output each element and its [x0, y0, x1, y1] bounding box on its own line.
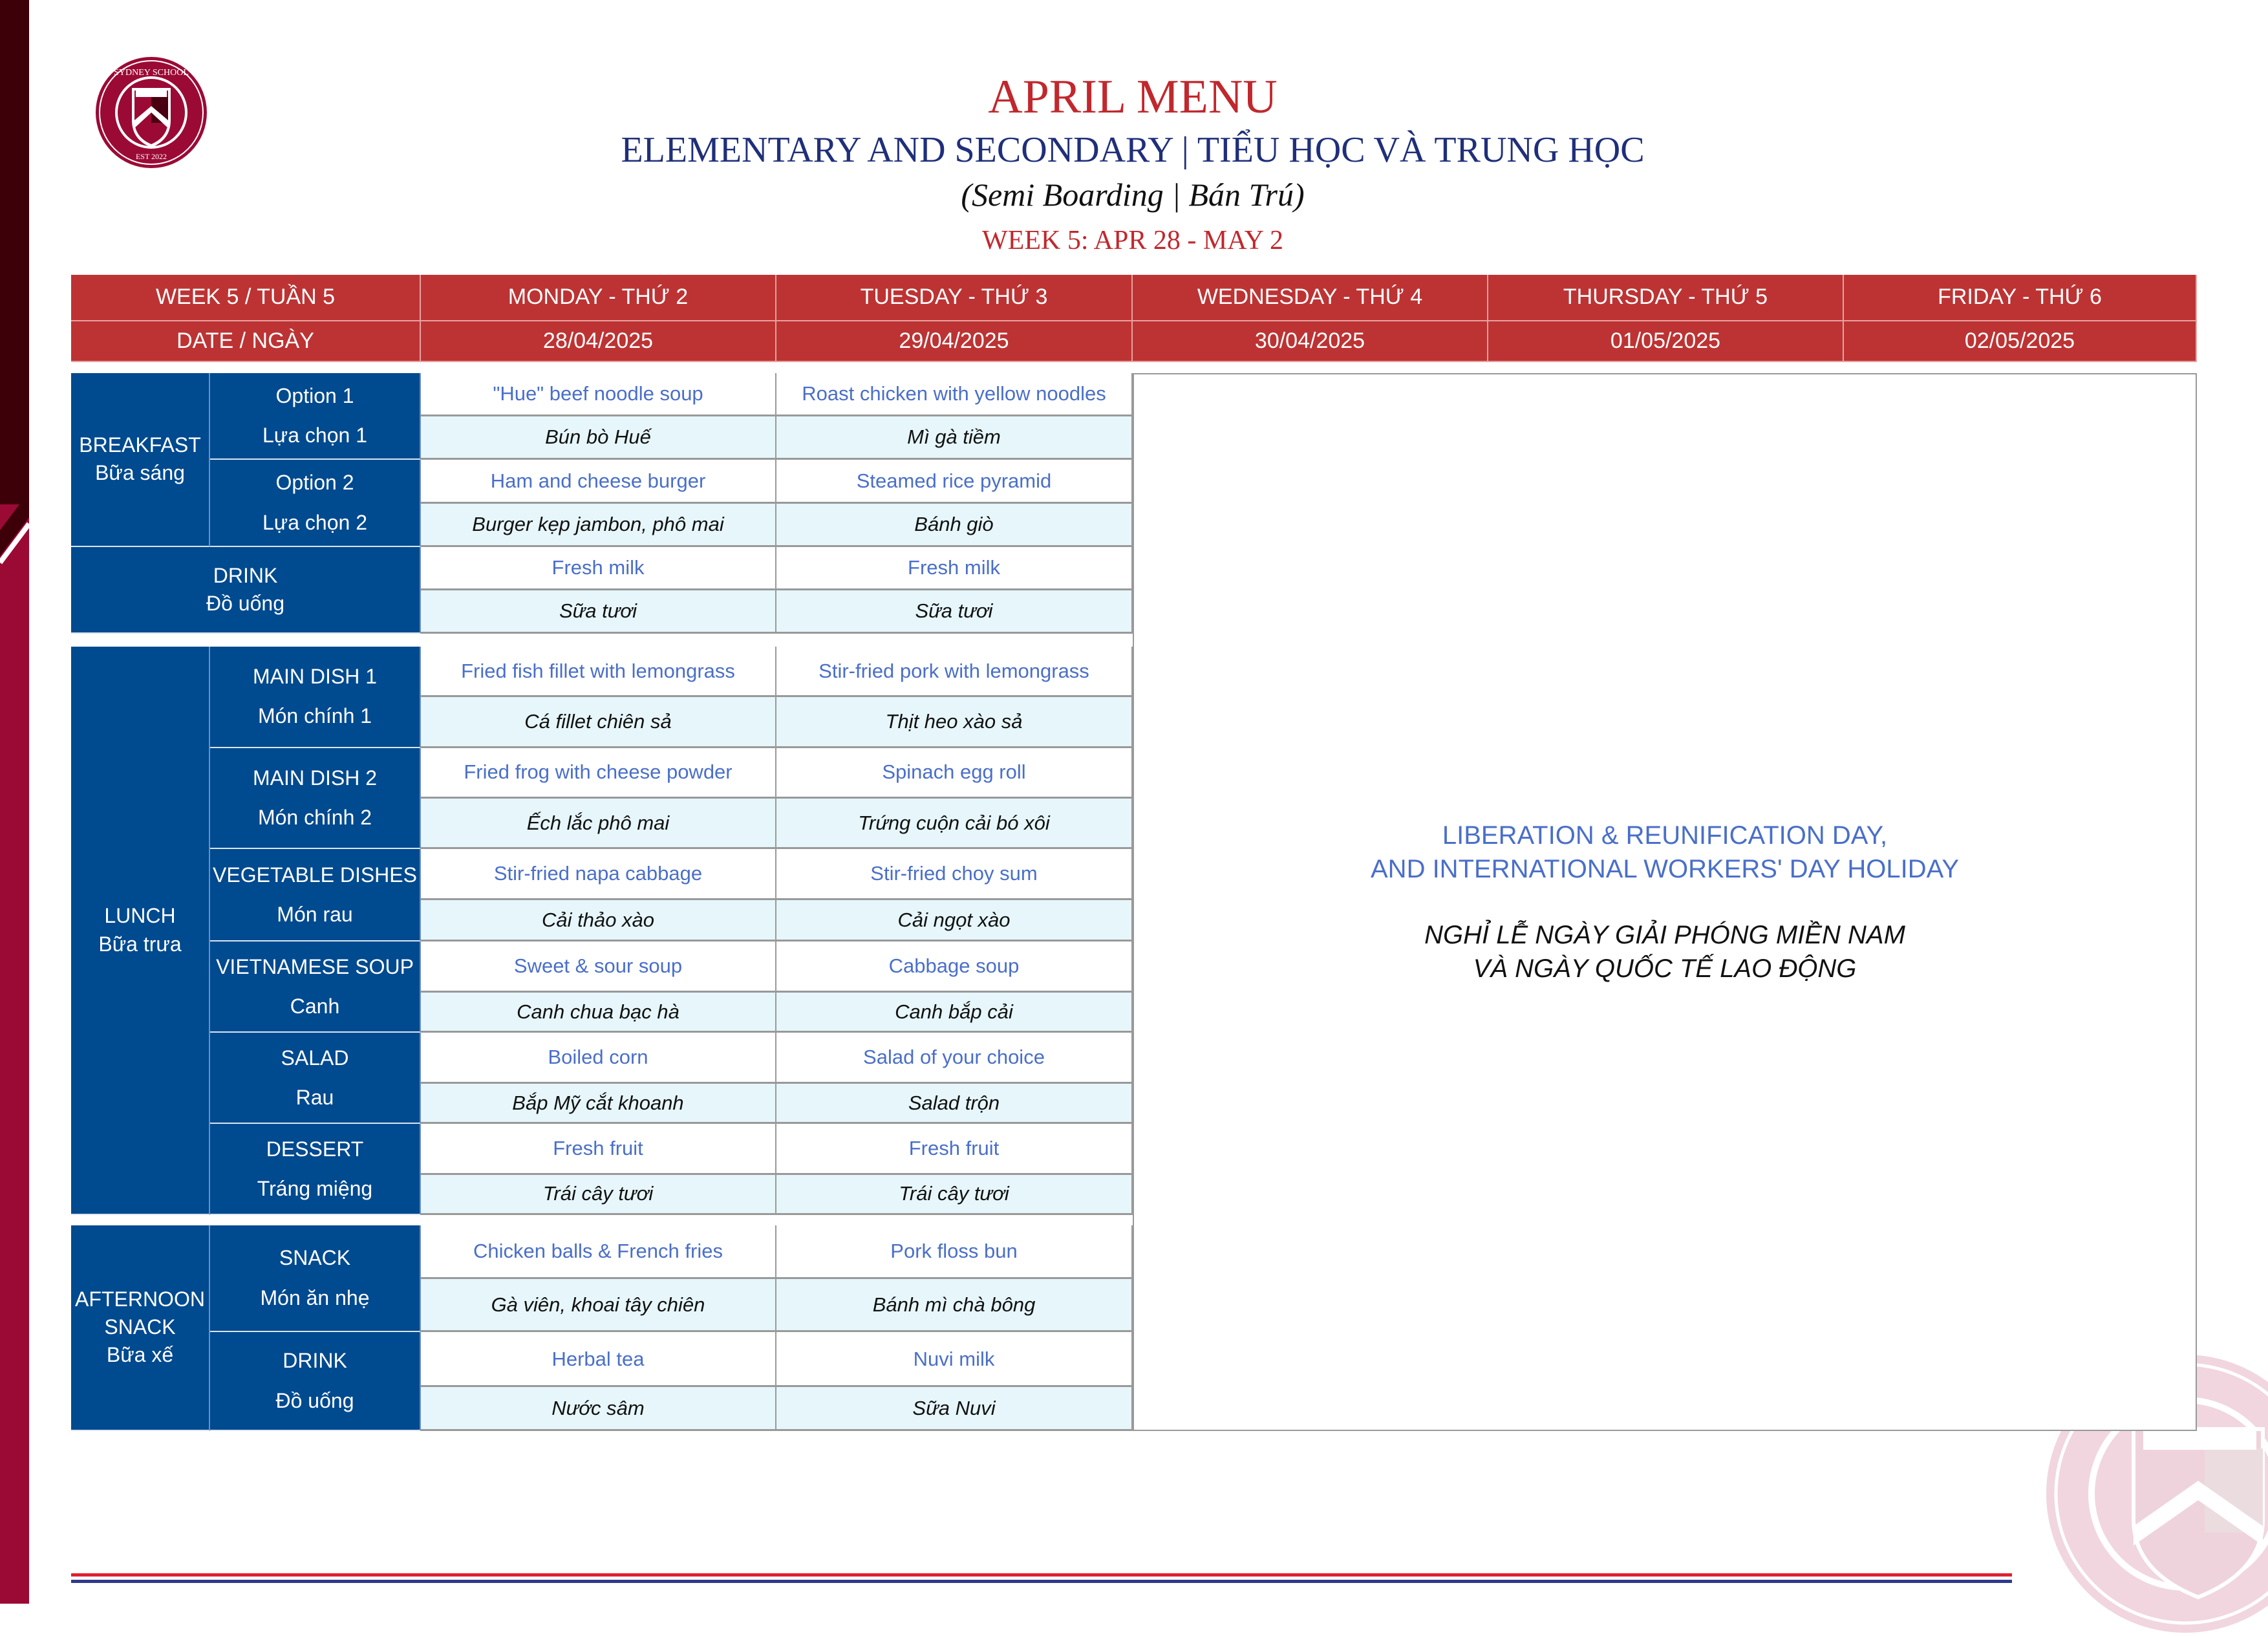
dish-english-text: Fresh milk: [551, 555, 645, 579]
dish-vietnamese: [421, 1175, 776, 1216]
dish-vietnamese: [776, 1279, 1133, 1333]
dish-vietnamese-text: Canh chua bạc hà: [517, 1000, 679, 1023]
dish-vietnamese: [776, 799, 1133, 849]
dish-category-text: Món chính 1: [257, 704, 372, 728]
dish-english: [776, 1225, 1133, 1279]
dish-vietnamese-text: Bắp Mỹ cắt khoanh: [512, 1091, 684, 1114]
meal-category-text: Bữa trưa: [98, 932, 182, 956]
dish-vietnamese: [421, 900, 776, 942]
dish-vietnamese: [421, 1084, 776, 1125]
dish-category-text: VEGETABLE DISHES: [213, 863, 417, 887]
dish-vietnamese: [421, 1387, 776, 1430]
dish-category-text: Đồ uống: [275, 1388, 354, 1412]
dish-english-text: Fried fish fillet with lemongrass: [461, 659, 735, 682]
dish-vietnamese-text: Cải ngọt xào: [897, 908, 1011, 931]
dish-category-text: Canh: [290, 994, 340, 1018]
dish-category: [210, 849, 421, 942]
dish-vietnamese-text: Burger kẹp jambon, phô mai: [472, 512, 724, 535]
dish-vietnamese-text: Trứng cuộn cải bó xôi: [858, 811, 1050, 834]
date-header: [71, 321, 421, 362]
dish-category-text: SNACK: [279, 1246, 351, 1270]
dish-english-text: "Hue" beef noodle soup: [493, 382, 703, 405]
dish-vietnamese: [776, 993, 1133, 1033]
date-cell-text: 01/05/2025: [1610, 328, 1721, 353]
dish-category: [210, 460, 421, 546]
dish-vietnamese: [776, 1387, 1133, 1430]
stripe-diagonal: [0, 491, 32, 569]
dish-category-text: Lựa chọn 2: [262, 510, 367, 534]
dish-vietnamese: [421, 799, 776, 849]
date-cell-text: 02/05/2025: [1964, 328, 2075, 353]
meal-category-text: BREAKFAST: [79, 433, 201, 457]
dish-vietnamese: [776, 416, 1133, 460]
dish-vietnamese: [776, 1175, 1133, 1216]
dish-vietnamese-text: Trái cây tươi: [899, 1182, 1009, 1205]
dish-vietnamese: [776, 1084, 1133, 1125]
dish-english: [421, 647, 776, 697]
day-header-text: TUESDAY - THỨ 3: [860, 285, 1048, 310]
dish-category: [210, 373, 421, 460]
holiday-vietnamese: [1424, 918, 1905, 985]
dish-english-text: Fried frog with cheese powder: [464, 760, 733, 784]
dish-english-text: Pork floss bun: [890, 1239, 1018, 1262]
dish-category: [210, 748, 421, 850]
week-header: [71, 275, 421, 321]
dish-vietnamese-text: Ếch lắc phô mai: [526, 811, 670, 834]
dish-vietnamese: [776, 697, 1133, 748]
dish-english-text: Ham and cheese burger: [490, 469, 706, 492]
dish-category-text: MAIN DISH 1: [252, 665, 378, 689]
dish-english: [421, 373, 776, 416]
page-title: APRIL MENU: [988, 70, 1278, 124]
dish-vietnamese: [776, 504, 1133, 547]
week-label: WEEK 5: APR 28 - MAY 2: [982, 226, 1283, 255]
dish-vietnamese-text: Cải thảo xào: [541, 908, 655, 931]
date-header-text: DATE / NGÀY: [177, 328, 314, 353]
day-header-text: WEDNESDAY - THỨ 4: [1197, 285, 1423, 310]
date-cell: [776, 321, 1133, 362]
footer-line-red: [71, 1573, 2012, 1577]
dish-category-text: Món chính 2: [257, 805, 372, 829]
dish-english: [776, 1124, 1133, 1174]
dish-english: [421, 849, 776, 899]
dish-vietnamese-text: Bánh mì chà bông: [872, 1293, 1036, 1316]
dish-vietnamese-text: Sữa tươi: [559, 599, 637, 622]
holiday-vi-line1: NGHỈ LỄ NGÀY GIẢI PHÓNG MIỀN NAM: [1424, 921, 1905, 949]
dish-english-text: Stir-fried napa cabbage: [493, 861, 703, 885]
dish-category-text: Tráng miệng: [257, 1176, 373, 1200]
dish-english-text: Stir-fried choy sum: [870, 861, 1038, 885]
dish-english: [776, 373, 1133, 416]
date-cell: [421, 321, 776, 362]
dish-vietnamese: [421, 416, 776, 460]
dish-category: [210, 1332, 421, 1430]
dish-category-text: SALAD: [281, 1046, 349, 1070]
date-cell: [1133, 321, 1488, 362]
dish-category-text: Option 1: [275, 384, 354, 408]
meal-category: [71, 1225, 210, 1431]
dish-english: [421, 1124, 776, 1174]
dish-vietnamese-text: Cá fillet chiên sả: [524, 710, 672, 733]
svg-text:EST 2022: EST 2022: [135, 152, 167, 161]
dish-vietnamese-text: Gà viên, khoai tây chiên: [491, 1293, 705, 1316]
day-header: [776, 275, 1133, 321]
dish-english: [776, 942, 1133, 992]
dish-english-text: Chicken balls & French fries: [473, 1239, 723, 1262]
date-cell: [1844, 321, 2197, 362]
dish-english: [776, 1332, 1133, 1387]
holiday-vi-line2: VÀ NGÀY QUỐC TẾ LAO ĐỘNG: [1473, 954, 1857, 983]
date-cell-text: 30/04/2025: [1254, 328, 1365, 353]
dish-category-text: VIETNAMESE SOUP: [216, 954, 414, 978]
date-cell-text: 29/04/2025: [899, 328, 1009, 353]
week-header-text: WEEK 5 / TUẦN 5: [155, 285, 336, 310]
dish-vietnamese-text: Bánh giò: [914, 512, 994, 535]
dish-english-text: Fresh fruit: [908, 1137, 1000, 1160]
dish-vietnamese-text: Sữa tươi: [915, 599, 993, 622]
dish-english-text: Steamed rice pyramid: [856, 469, 1052, 492]
dish-vietnamese-text: Nước sâm: [551, 1396, 645, 1419]
dish-vietnamese: [776, 590, 1133, 634]
holiday-en-line1: LIBERATION & REUNIFICATION DAY,: [1442, 821, 1888, 850]
dish-english: [421, 1332, 776, 1387]
dish-english-text: Spinach egg roll: [882, 760, 1026, 784]
day-header: [421, 275, 776, 321]
holiday-en-line2: AND INTERNATIONAL WORKERS' DAY HOLIDAY: [1371, 855, 1959, 883]
meal-category-text: DRINK: [213, 563, 278, 587]
day-header: [1844, 275, 2197, 321]
dish-english: [421, 1225, 776, 1279]
left-stripe-crimson: [0, 504, 29, 1604]
dish-vietnamese: [421, 504, 776, 547]
dish-english: [776, 547, 1133, 590]
day-header: [1488, 275, 1844, 321]
dish-english-text: Nuvi milk: [913, 1347, 995, 1370]
dish-vietnamese: [421, 1279, 776, 1333]
meal-category-text: Bữa sáng: [95, 461, 185, 485]
dish-category-text: Rau: [295, 1085, 334, 1109]
dish-vietnamese-text: Mì gà tiềm: [907, 425, 1001, 449]
meal-category-text: Bữa xế: [106, 1343, 174, 1367]
dish-english-text: Fresh fruit: [553, 1137, 643, 1160]
footer-line-navy: [71, 1580, 2012, 1583]
dish-english: [776, 647, 1133, 697]
meal-category-text: Đồ uống: [206, 591, 284, 615]
dish-category: [210, 1225, 421, 1333]
dish-category: [210, 942, 421, 1033]
dish-category: [210, 647, 421, 748]
day-header-text: FRIDAY - THỨ 6: [1938, 285, 2102, 310]
dish-english: [776, 748, 1133, 799]
dish-vietnamese-text: Salad trộn: [908, 1091, 1000, 1114]
day-header: [1133, 275, 1488, 321]
page-subtitle: ELEMENTARY AND SECONDARY | TIỂU HỌC VÀ TRUNG HỌC: [621, 130, 1645, 170]
dish-category-text: Món rau: [277, 902, 353, 926]
dish-category-text: DESSERT: [266, 1137, 364, 1161]
dish-english-text: Stir-fried pork with lemongrass: [818, 659, 1089, 682]
dish-english-text: Boiled corn: [548, 1046, 648, 1069]
dish-vietnamese: [776, 900, 1133, 942]
day-header-text: THURSDAY - THỨ 5: [1563, 285, 1768, 310]
meal-category-text: LUNCH: [104, 904, 176, 928]
dish-vietnamese: [421, 697, 776, 748]
dish-vietnamese-text: Trái cây tươi: [542, 1182, 654, 1205]
dish-category: [210, 1033, 421, 1124]
date-cell-text: 28/04/2025: [542, 328, 654, 353]
dish-category-text: DRINK: [283, 1349, 347, 1373]
dish-english-text: Herbal tea: [551, 1347, 645, 1370]
meal-category-text: AFTERNOON SNACK: [75, 1287, 205, 1339]
dish-category-text: Món ăn nhẹ: [260, 1286, 370, 1309]
program-label: (Semi Boarding | Bán Trú): [961, 177, 1305, 213]
dish-english: [776, 460, 1133, 503]
dish-english-text: Roast chicken with yellow noodles: [802, 382, 1106, 405]
dish-english: [421, 942, 776, 992]
dish-english-text: Cabbage soup: [888, 954, 1020, 978]
date-cell: [1488, 321, 1844, 362]
dish-category: [210, 1124, 421, 1215]
dish-category-text: Lựa chọn 1: [262, 424, 367, 447]
dish-category-text: Option 2: [275, 471, 354, 495]
day-header-text: MONDAY - THỨ 2: [508, 285, 689, 310]
dish-vietnamese-text: Thịt heo xào sả: [885, 710, 1023, 733]
holiday-english: [1371, 819, 1959, 886]
dish-vietnamese: [421, 590, 776, 634]
dish-english: [421, 748, 776, 799]
dish-category-text: MAIN DISH 2: [252, 766, 378, 790]
dish-vietnamese: [421, 993, 776, 1033]
holiday-notice: [1133, 373, 2197, 1431]
dish-english: [421, 1033, 776, 1083]
meal-category: [71, 547, 421, 634]
dish-vietnamese-text: Sữa Nuvi: [912, 1396, 996, 1419]
meal-category: [71, 647, 210, 1215]
dish-english: [776, 849, 1133, 899]
dish-vietnamese-text: Bún bò Huế: [545, 425, 651, 449]
dish-english: [776, 1033, 1133, 1083]
dish-english-text: Fresh milk: [908, 555, 1000, 579]
dish-english: [421, 460, 776, 503]
meal-category: [71, 373, 210, 546]
dish-english: [421, 547, 776, 590]
dish-english-text: Salad of your choice: [863, 1046, 1045, 1069]
svg-text:SYDNEY SCHOOL: SYDNEY SCHOOL: [114, 68, 189, 78]
dish-english-text: Sweet & sour soup: [513, 954, 683, 978]
dish-vietnamese-text: Canh bắp cải: [895, 1000, 1013, 1023]
